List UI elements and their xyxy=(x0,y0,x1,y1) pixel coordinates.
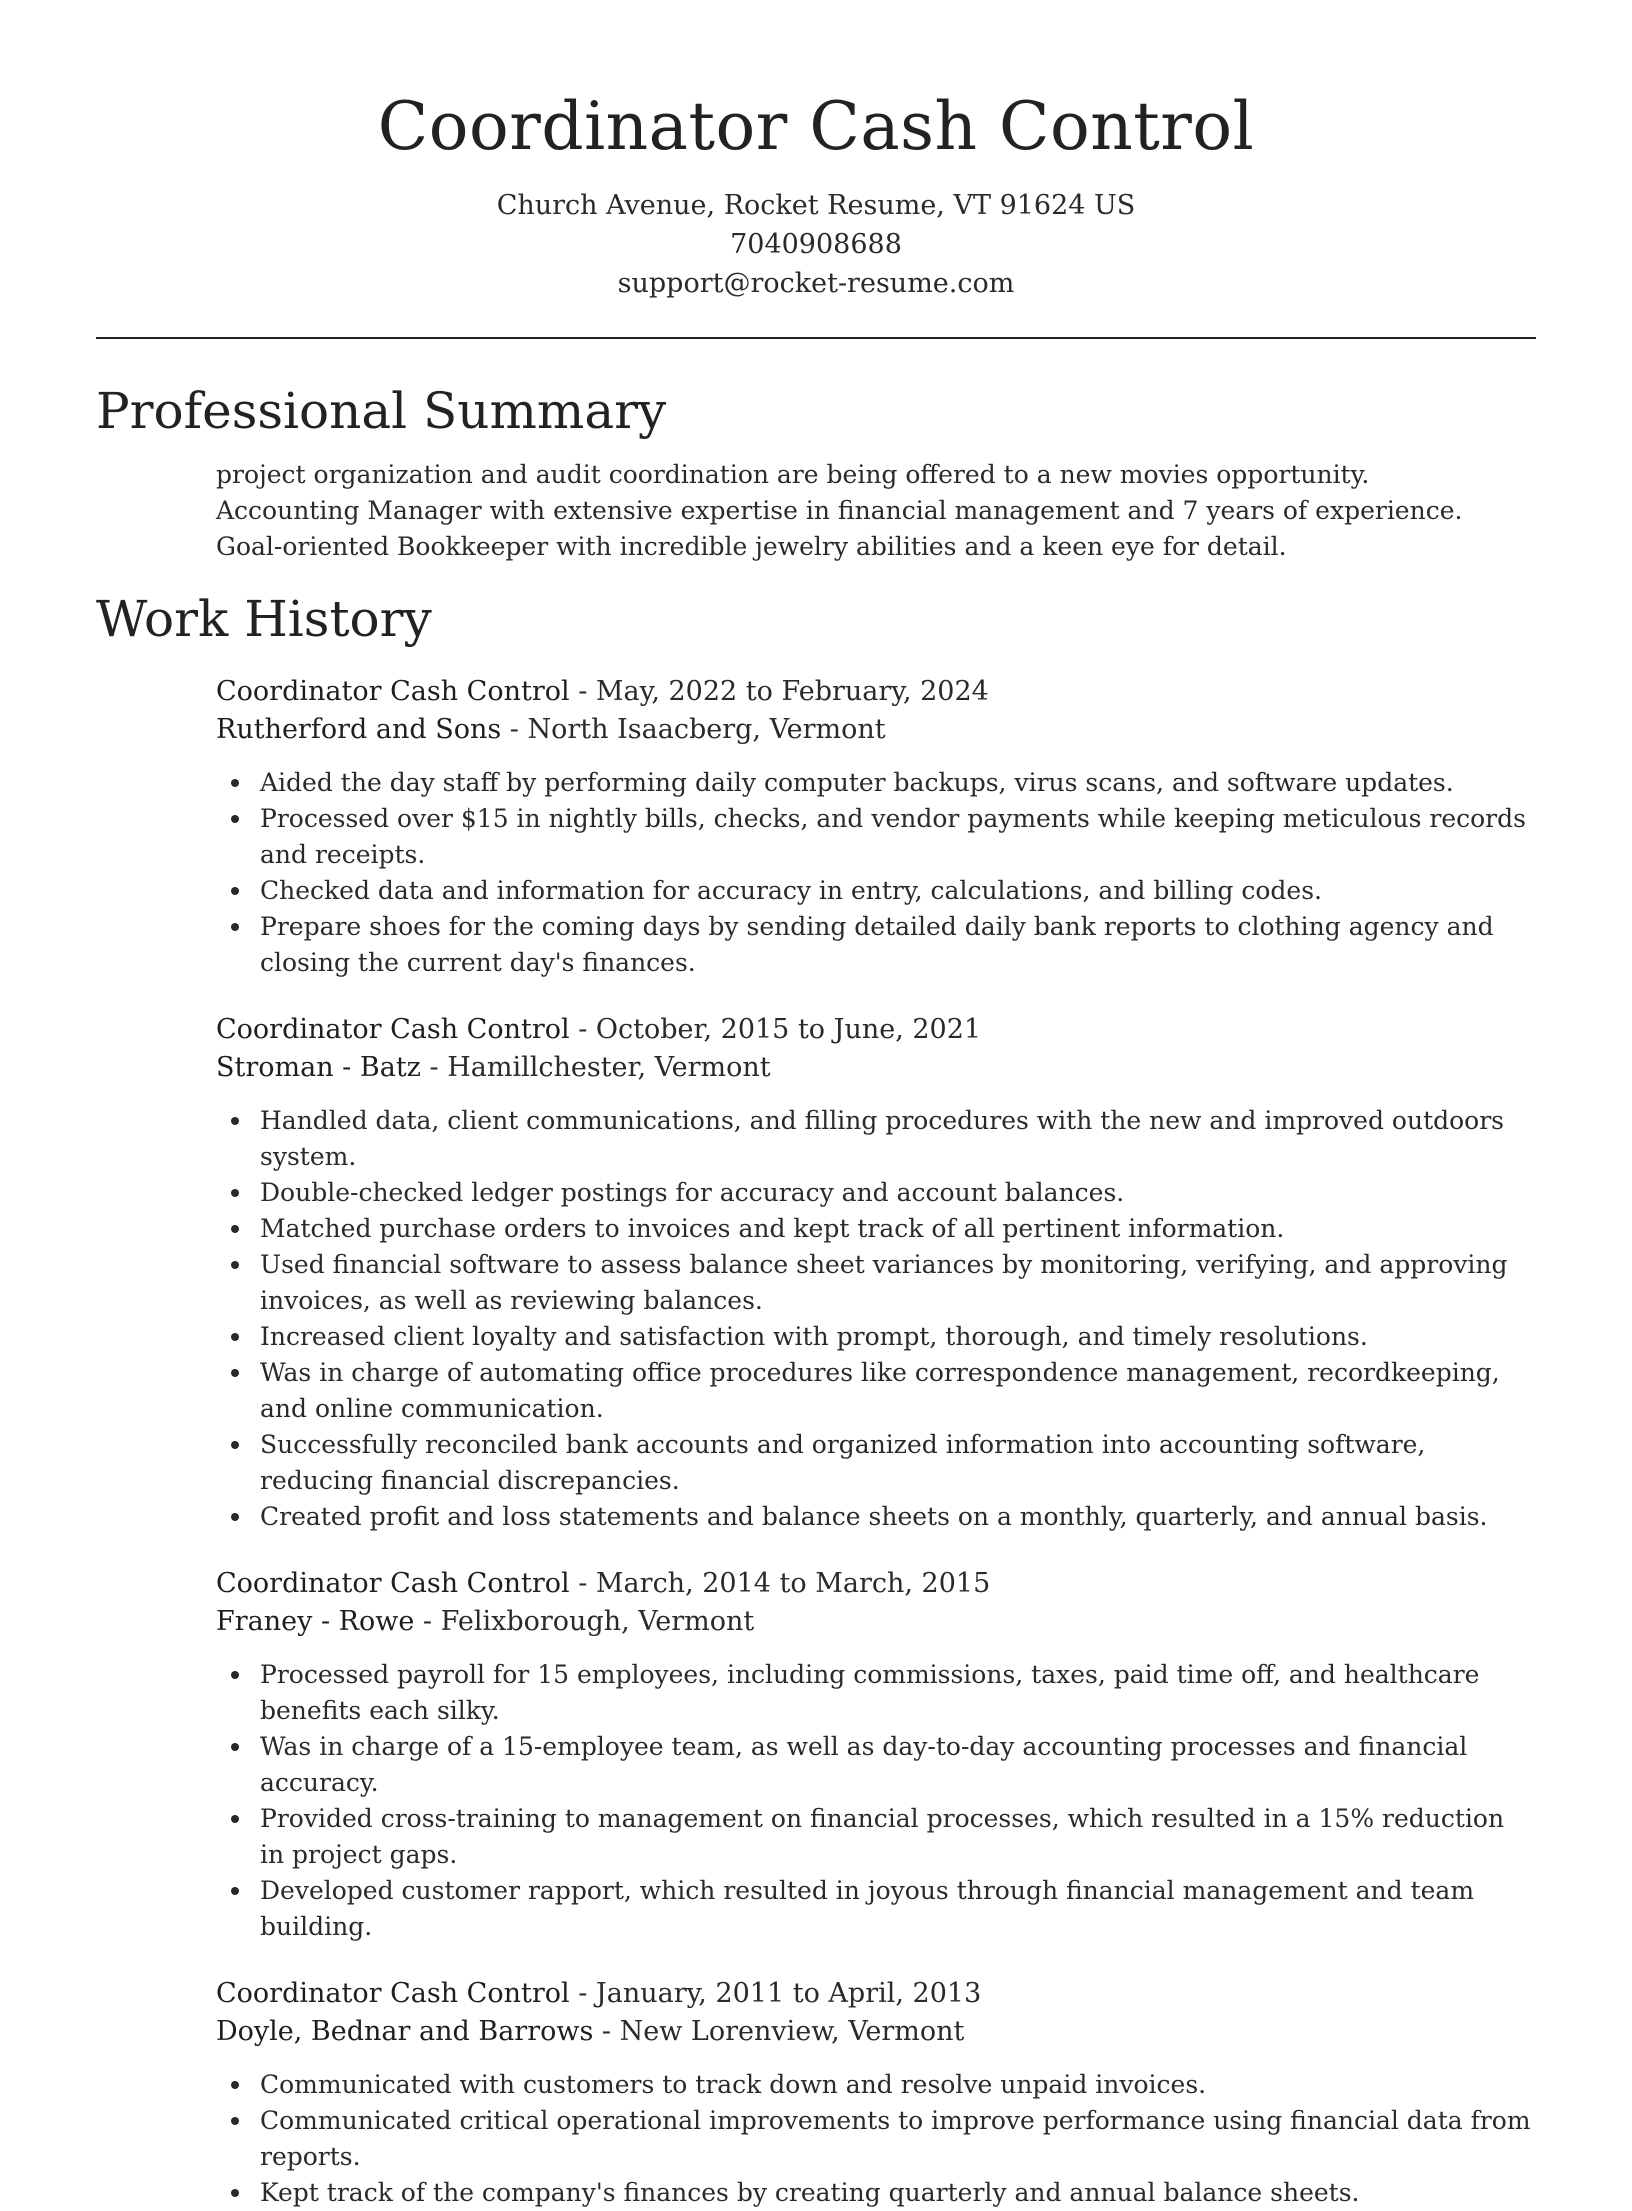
job-company: Franey - Rowe xyxy=(216,1606,415,1637)
candidate-name: Coordinator Cash Control xyxy=(377,88,1255,165)
job-entry xyxy=(216,1011,1536,1535)
job-title-line xyxy=(216,1975,1536,2013)
resume-header xyxy=(0,0,1632,303)
job-bullet: Communicated critical operational improvements to improve performance using financial data from reports. xyxy=(216,2103,1536,2175)
job-bullet: Aided the day staff by performing daily computer backups, virus scans, and software updates. xyxy=(216,765,1536,801)
job-bullet: Was in charge of automating office procedures like correspondence management, recordkeeping, and online communication. xyxy=(216,1355,1536,1427)
job-bullet: Matched purchase orders to invoices and kept track of all pertinent information. xyxy=(216,1211,1536,1247)
professional-summary-section xyxy=(0,379,1632,565)
section-title-summary: Professional Summary xyxy=(96,382,667,440)
job-dates: - October, 2015 to June, 2021 xyxy=(569,1014,982,1045)
job-bullets xyxy=(216,765,1536,981)
job-bullet: Used financial software to assess balance sheet variances by monitoring, verifying, and approving invoices, as well as reviewing balances. xyxy=(216,1247,1536,1319)
job-location: - Hamillchester, Vermont xyxy=(420,1052,771,1083)
job-bullet: Increased client loyalty and satisfaction with prompt, thorough, and timely resolutions. xyxy=(216,1319,1536,1355)
job-company: Stroman - Batz xyxy=(216,1052,421,1083)
job-bullets xyxy=(216,2067,1536,2211)
job-bullet: Processed payroll for 15 employees, including commissions, taxes, paid time off, and healthcare benefits each silky. xyxy=(216,1657,1536,1729)
job-title-line xyxy=(216,1565,1536,1603)
job-entry xyxy=(216,1565,1536,1945)
job-bullet: Successfully reconciled bank accounts and organized information into accounting software, reducing financial discrepancies. xyxy=(216,1427,1536,1499)
summary-text: project organization and audit coordination are being offered to a new movies opportunity. Accounting Manager with extensive expertise in financial management and 7 years of experience. Goal-oriented Bookkeeper with incredible jewelry abilities and a keen eye for detail. xyxy=(216,460,1463,561)
job-dates: - January, 2011 to April, 2013 xyxy=(569,1978,982,2009)
contact-address: Church Avenue, Rocket Resume, VT 91624 US xyxy=(496,190,1136,221)
job-location: - New Lorenview, Vermont xyxy=(593,2016,965,2047)
job-company-line xyxy=(216,1049,1536,1087)
job-bullet: Handled data, client communications, and filling procedures with the new and improved outdoors system. xyxy=(216,1103,1536,1175)
job-title: Coordinator Cash Control xyxy=(216,676,570,707)
job-bullet: Was in charge of a 15-employee team, as well as day-to-day accounting processes and financial accuracy. xyxy=(216,1729,1536,1801)
job-entry xyxy=(216,1975,1536,2211)
section-title-work: Work History xyxy=(96,590,432,648)
job-title-line xyxy=(216,673,1536,711)
job-bullet: Developed customer rapport, which resulted in joyous through financial management and team building. xyxy=(216,1873,1536,1945)
job-title: Coordinator Cash Control xyxy=(216,1978,570,2009)
job-bullets xyxy=(216,1103,1536,1535)
job-title-line xyxy=(216,1011,1536,1049)
job-bullet: Processed over $15 in nightly bills, checks, and vendor payments while keeping meticulous records and receipts. xyxy=(216,801,1536,873)
job-bullets xyxy=(216,1657,1536,1945)
job-company-line xyxy=(216,2013,1536,2051)
job-location: - North Isaacberg, Vermont xyxy=(501,714,886,745)
job-dates: - May, 2022 to February, 2024 xyxy=(569,676,989,707)
job-dates: - March, 2014 to March, 2015 xyxy=(569,1568,991,1599)
job-bullet: Prepare shoes for the coming days by sending detailed daily bank reports to clothing agency and closing the current day's finances. xyxy=(216,909,1536,981)
job-location: - Felixborough, Vermont xyxy=(414,1606,755,1637)
job-company-line xyxy=(216,711,1536,749)
job-entry xyxy=(216,673,1536,981)
job-title: Coordinator Cash Control xyxy=(216,1568,570,1599)
contact-phone: 7040908688 xyxy=(730,229,902,260)
job-company: Doyle, Bednar and Barrows xyxy=(216,2016,594,2047)
job-bullet: Kept track of the company's finances by creating quarterly and annual balance sheets. xyxy=(216,2175,1536,2211)
job-company: Rutherford and Sons xyxy=(216,714,502,745)
job-bullet: Created profit and loss statements and balance sheets on a monthly, quarterly, and annual basis. xyxy=(216,1499,1536,1535)
job-company-line xyxy=(216,1603,1536,1641)
job-title: Coordinator Cash Control xyxy=(216,1014,570,1045)
job-bullet: Provided cross-training to management on financial processes, which resulted in a 15% reduction in project gaps. xyxy=(216,1801,1536,1873)
job-bullet: Communicated with customers to track down and resolve unpaid invoices. xyxy=(216,2067,1536,2103)
job-bullet: Checked data and information for accuracy in entry, calculations, and billing codes. xyxy=(216,873,1536,909)
contact-email: support@rocket-resume.com xyxy=(617,268,1015,299)
job-bullet: Double-checked ledger postings for accuracy and account balances. xyxy=(216,1175,1536,1211)
contact-block xyxy=(0,186,1632,303)
work-history-section xyxy=(0,587,1632,2211)
header-divider xyxy=(96,337,1536,339)
